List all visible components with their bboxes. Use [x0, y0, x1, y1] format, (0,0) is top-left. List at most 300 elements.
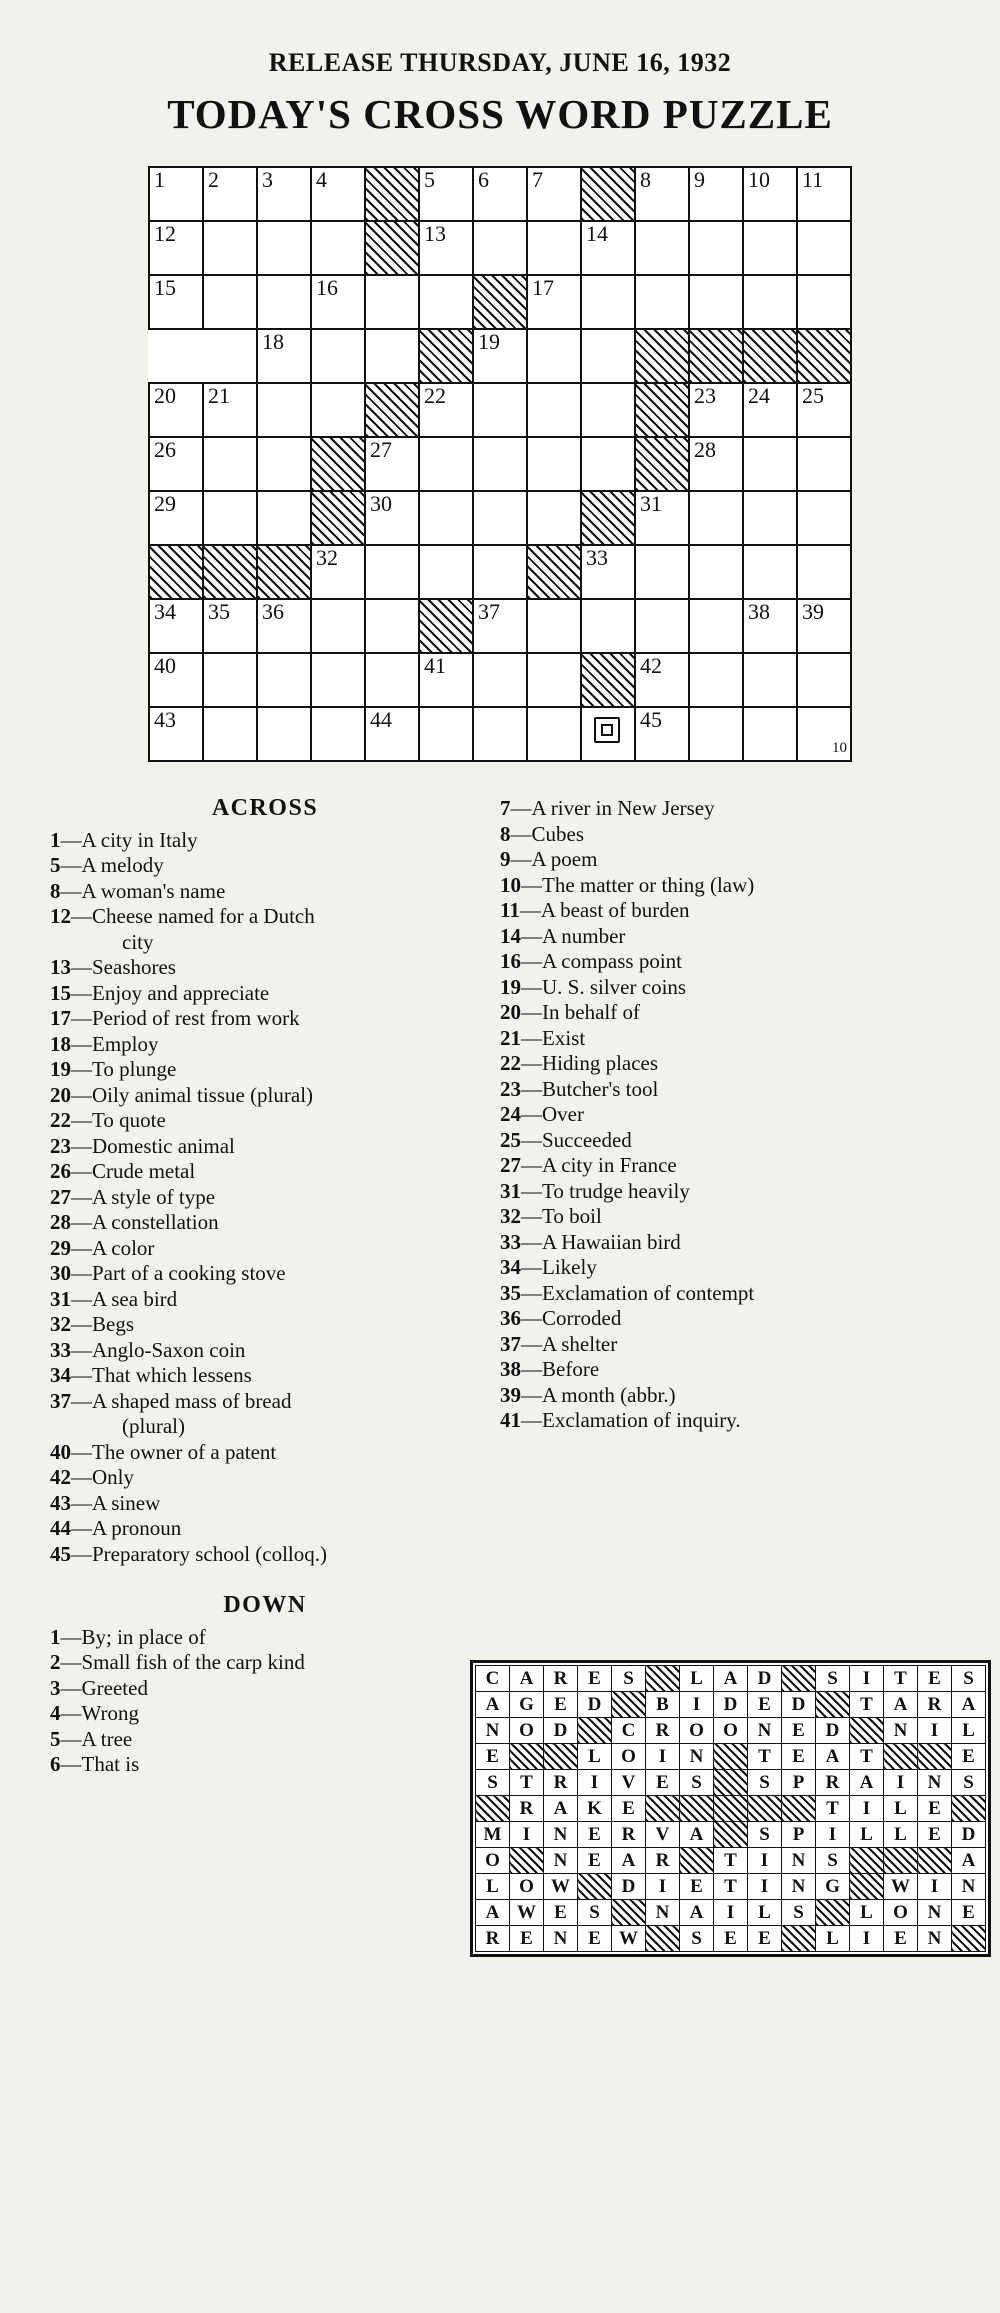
clue-number: 38: [500, 1357, 521, 1381]
grid-cell-empty[interactable]: [311, 221, 365, 275]
clue-number: 8: [50, 878, 61, 903]
clue-number: 18: [50, 1031, 71, 1056]
grid-cell-numbered[interactable]: [257, 329, 311, 383]
grid-cell-empty[interactable]: [527, 383, 581, 437]
solution-cell-blocked: [884, 1744, 918, 1770]
grid-cell-numbered[interactable]: [203, 167, 257, 221]
grid-cell-numbered[interactable]: [149, 437, 203, 491]
grid-cell-numbered[interactable]: [635, 491, 689, 545]
clue-number: 24: [500, 1102, 521, 1126]
grid-cell-empty[interactable]: [203, 275, 257, 329]
grid-cell-numbered[interactable]: [365, 707, 419, 761]
clue-number: 45: [50, 1541, 71, 1566]
down-clue-list-right: [500, 796, 960, 1434]
solution-cell: N: [884, 1718, 918, 1744]
grid-cell-numbered[interactable]: [149, 707, 203, 761]
grid-cell-number: 27: [370, 437, 392, 462]
grid-cell-numbered[interactable]: [257, 599, 311, 653]
grid-cell-number: 28: [694, 437, 716, 462]
solution-cell: L: [816, 1926, 850, 1952]
clue-item: [500, 847, 960, 873]
grid-cell-numbered[interactable]: [635, 653, 689, 707]
clue-item: [50, 1625, 470, 1651]
grid-cell-empty[interactable]: [581, 599, 635, 653]
clue-item: [50, 1650, 470, 1676]
grid-cell-corner[interactable]: [797, 707, 851, 761]
solution-cell: I: [850, 1666, 884, 1692]
grid-cell-empty[interactable]: [581, 437, 635, 491]
grid-cell-numbered[interactable]: [203, 383, 257, 437]
solution-row: [476, 1900, 986, 1926]
clue-item: [50, 955, 470, 981]
grid-cell-empty[interactable]: [311, 383, 365, 437]
grid-cell-numbered[interactable]: [743, 599, 797, 653]
grid-cell-empty[interactable]: [581, 329, 635, 383]
clue-number: 39: [500, 1382, 521, 1407]
clue-number: 27: [50, 1184, 71, 1209]
page-title: TODAY'S CROSS WORD PUZZLE: [167, 91, 833, 137]
grid-cell-blocked: [581, 167, 635, 221]
solution-cell: I: [714, 1900, 748, 1926]
clue-number: 41: [500, 1408, 521, 1432]
grid-cell-empty[interactable]: [527, 599, 581, 653]
grid-cell-empty[interactable]: [473, 653, 527, 707]
solution-row: [476, 1926, 986, 1952]
clue-item: [50, 1032, 470, 1058]
clue-number: 26: [50, 1159, 71, 1183]
clue-item: [50, 981, 470, 1007]
grid-cell-number: 24: [748, 383, 770, 408]
grid-cell-numbered[interactable]: [365, 437, 419, 491]
release-date: RELEASE THURSDAY, JUNE 16, 1932: [268, 48, 732, 77]
grid-cell-empty[interactable]: [797, 545, 851, 599]
grid-cell-empty[interactable]: [419, 707, 473, 761]
solution-cell-blocked: [816, 1692, 850, 1718]
grid-cell-empty[interactable]: [581, 383, 635, 437]
clue-text: —Domestic animal: [71, 1133, 235, 1158]
grid-cell-empty[interactable]: [527, 707, 581, 761]
grid-cell-empty[interactable]: [797, 653, 851, 707]
grid-cell-numbered[interactable]: [527, 167, 581, 221]
solution-cell-blocked: [714, 1796, 748, 1822]
grid-cell-number: 37: [478, 599, 500, 624]
solution-cell: A: [680, 1900, 714, 1926]
grid-cell-number: 22: [424, 383, 446, 408]
solution-cell: A: [952, 1848, 986, 1874]
solution-cell: R: [612, 1822, 646, 1848]
grid-cell-numbered[interactable]: [473, 599, 527, 653]
grid-cell-empty[interactable]: [257, 221, 311, 275]
grid-cell-empty[interactable]: [311, 329, 365, 383]
grid-cell-empty[interactable]: [257, 491, 311, 545]
solution-cell: S: [680, 1926, 714, 1952]
grid-cell-number: 5: [424, 167, 435, 192]
grid-cell-empty[interactable]: [203, 437, 257, 491]
clue-item: [500, 949, 960, 975]
grid-cell-empty[interactable]: [689, 599, 743, 653]
grid-cell-numbered[interactable]: [635, 707, 689, 761]
grid-cell-empty[interactable]: [257, 653, 311, 707]
solution-cell: I: [748, 1874, 782, 1900]
grid-cell-numbered[interactable]: [149, 653, 203, 707]
clue-item: [50, 1057, 470, 1083]
grid-cell-empty[interactable]: [257, 707, 311, 761]
grid-cell-numbered[interactable]: [743, 167, 797, 221]
grid-cell-numbered[interactable]: [149, 491, 203, 545]
solution-cell: B: [646, 1692, 680, 1718]
solution-cell: S: [816, 1848, 850, 1874]
grid-cell-empty[interactable]: [473, 437, 527, 491]
clue-text: —Anglo-Saxon coin: [71, 1337, 246, 1362]
grid-cell-numbered[interactable]: [581, 221, 635, 275]
grid-cell-empty[interactable]: [581, 275, 635, 329]
clue-item: [500, 1383, 960, 1409]
solution-cell: I: [850, 1926, 884, 1952]
grid-cell-empty[interactable]: [419, 491, 473, 545]
solution-cell: I: [646, 1744, 680, 1770]
grid-cell-empty[interactable]: [743, 707, 797, 761]
grid-cell-empty[interactable]: [743, 653, 797, 707]
clue-text: —Wrong: [60, 1701, 139, 1725]
clue-item: [50, 1185, 470, 1211]
clue-text-continued: (plural): [122, 1414, 185, 1438]
solution-cell: I: [510, 1822, 544, 1848]
grid-cell-empty[interactable]: [527, 491, 581, 545]
grid-cell-numbered[interactable]: [311, 167, 365, 221]
solution-cell: N: [680, 1744, 714, 1770]
grid-cell-empty[interactable]: [257, 437, 311, 491]
grid-cell-empty[interactable]: [257, 275, 311, 329]
grid-cell-numbered[interactable]: [689, 383, 743, 437]
clue-text: —Cubes: [510, 821, 584, 846]
clue-number: 29: [50, 1235, 71, 1260]
clue-text: —Succeeded: [521, 1127, 632, 1152]
solution-cell: R: [816, 1770, 850, 1796]
clue-number: 28: [50, 1210, 71, 1234]
grid-cell-empty[interactable]: [743, 437, 797, 491]
solution-cell-blocked: [816, 1900, 850, 1926]
grid-cell-number: 36: [262, 599, 284, 624]
grid-cell-numbered[interactable]: [527, 275, 581, 329]
clue-item: [500, 1408, 960, 1434]
solution-cell: E: [714, 1926, 748, 1952]
clue-number: 19: [50, 1057, 71, 1081]
grid-cell-numbered[interactable]: [797, 383, 851, 437]
grid-cell-empty[interactable]: [365, 545, 419, 599]
crossword-grid[interactable]: [60, 166, 940, 762]
grid-cell-empty[interactable]: [689, 221, 743, 275]
solution-cell-blocked: [918, 1848, 952, 1874]
clue-number: 22: [500, 1051, 521, 1075]
solution-cell-blocked: [578, 1718, 612, 1744]
grid-cell-numbered[interactable]: [797, 167, 851, 221]
solution-cell: E: [918, 1796, 952, 1822]
solution-cell: O: [884, 1900, 918, 1926]
solution-cell: T: [510, 1770, 544, 1796]
solution-cell: D: [544, 1718, 578, 1744]
solution-cell: O: [476, 1848, 510, 1874]
grid-cell-empty[interactable]: [689, 491, 743, 545]
solution-cell-blocked: [850, 1718, 884, 1744]
grid-cell-empty[interactable]: [365, 653, 419, 707]
solution-cell-blocked: [850, 1848, 884, 1874]
solution-cell: I: [918, 1718, 952, 1744]
solution-cell: E: [476, 1744, 510, 1770]
solution-cell: R: [918, 1692, 952, 1718]
grid-cell-number: 23: [694, 383, 716, 408]
clues-left-column: [50, 796, 470, 1778]
grid-cell-empty[interactable]: [473, 707, 527, 761]
solution-cell: D: [612, 1874, 646, 1900]
grid-cell-empty[interactable]: [203, 221, 257, 275]
grid-cell-empty[interactable]: [473, 491, 527, 545]
solution-cell: I: [918, 1874, 952, 1900]
solution-cell: T: [714, 1848, 748, 1874]
grid-cell-empty[interactable]: [527, 437, 581, 491]
grid-cell-number: 17: [532, 275, 554, 300]
grid-cell-numbered[interactable]: [365, 491, 419, 545]
grid-cell-empty[interactable]: [635, 275, 689, 329]
crossword-grid-table[interactable]: [148, 166, 852, 762]
clue-text: —A month (abbr.): [521, 1382, 676, 1407]
solution-cell-blocked: [646, 1926, 680, 1952]
solution-cell: R: [544, 1770, 578, 1796]
grid-cell-empty[interactable]: [689, 707, 743, 761]
grid-cell-numbered[interactable]: [149, 221, 203, 275]
grid-cell-empty[interactable]: [365, 275, 419, 329]
grid-cell-numbered[interactable]: [689, 167, 743, 221]
grid-cell-numbered[interactable]: [149, 383, 203, 437]
clue-text: —A style of type: [71, 1184, 216, 1209]
grid-cell-numbered[interactable]: [419, 653, 473, 707]
grid-cell-empty[interactable]: [635, 221, 689, 275]
grid-row: [149, 167, 851, 221]
solution-cell: R: [646, 1718, 680, 1744]
grid-cell-number: 7: [532, 167, 543, 192]
clue-item: [50, 1542, 470, 1568]
solution-cell: P: [782, 1770, 816, 1796]
solution-cell: E: [544, 1900, 578, 1926]
grid-cell-empty[interactable]: [419, 275, 473, 329]
grid-cell-numbered[interactable]: [743, 383, 797, 437]
grid-cell-empty[interactable]: [311, 707, 365, 761]
grid-cell-empty[interactable]: [797, 275, 851, 329]
solution-cell: P: [782, 1822, 816, 1848]
grid-cell-empty[interactable]: [797, 221, 851, 275]
grid-cell-blocked: [635, 329, 689, 383]
clue-number: 12: [50, 904, 71, 928]
solution-cell-blocked: [714, 1744, 748, 1770]
grid-cell-blocked: [581, 491, 635, 545]
solution-cell: A: [816, 1744, 850, 1770]
grid-cell-numbered[interactable]: [149, 275, 203, 329]
grid-cell-empty[interactable]: [473, 221, 527, 275]
solution-cell: A: [612, 1848, 646, 1874]
solution-cell: A: [714, 1666, 748, 1692]
clue-item: [50, 1516, 470, 1542]
solution-table: [475, 1665, 986, 1952]
clue-item: [500, 873, 960, 899]
grid-cell-numbered[interactable]: [581, 545, 635, 599]
clue-number: 3: [50, 1675, 61, 1700]
solution-cell-blocked: [952, 1926, 986, 1952]
solution-row: [476, 1796, 986, 1822]
grid-cell-void: [149, 329, 203, 383]
clue-item: [500, 1179, 960, 1205]
grid-cell-number: 1: [154, 167, 165, 192]
solution-cell: K: [578, 1796, 612, 1822]
grid-cell-blocked: [689, 329, 743, 383]
clue-item: [500, 1230, 960, 1256]
solution-cell: L: [476, 1874, 510, 1900]
grid-cell-blocked: [203, 545, 257, 599]
grid-cell-numbered[interactable]: [419, 221, 473, 275]
solution-cell: T: [714, 1874, 748, 1900]
grid-cell-empty[interactable]: [527, 653, 581, 707]
grid-cell-numbered[interactable]: [797, 599, 851, 653]
grid-cell-numbered[interactable]: [473, 329, 527, 383]
grid-cell-empty[interactable]: [311, 653, 365, 707]
solution-cell: N: [918, 1900, 952, 1926]
grid-cell-empty[interactable]: [527, 329, 581, 383]
clue-item: [500, 796, 960, 822]
grid-cell-numbered[interactable]: [311, 545, 365, 599]
grid-row: [149, 437, 851, 491]
grid-cell-empty[interactable]: [797, 491, 851, 545]
grid-cell-empty[interactable]: [203, 491, 257, 545]
solution-cell-blocked: [748, 1796, 782, 1822]
grid-cell-numbered[interactable]: [311, 275, 365, 329]
grid-cell-number: 10: [748, 167, 770, 192]
solution-cell-blocked: [680, 1848, 714, 1874]
solution-cell: E: [952, 1900, 986, 1926]
grid-cell-numbered[interactable]: [203, 599, 257, 653]
grid-cell-numbered[interactable]: [257, 167, 311, 221]
grid-cell-empty[interactable]: [365, 599, 419, 653]
grid-cell-empty[interactable]: [365, 329, 419, 383]
grid-cell-empty[interactable]: [689, 653, 743, 707]
grid-cell-empty[interactable]: [797, 437, 851, 491]
clue-section: [30, 795, 970, 1776]
solution-cell: E: [918, 1666, 952, 1692]
grid-cell-numbered[interactable]: [473, 167, 527, 221]
grid-cell-empty[interactable]: [203, 707, 257, 761]
clue-text: —Employ: [71, 1031, 159, 1056]
clue-text: —In behalf of: [521, 1000, 640, 1024]
solution-cell: L: [680, 1666, 714, 1692]
solution-cell: E: [782, 1718, 816, 1744]
grid-cell-number: 44: [370, 707, 392, 732]
solution-cell: N: [918, 1770, 952, 1796]
clue-number: 13: [50, 955, 71, 979]
grid-cell-numbered[interactable]: [419, 383, 473, 437]
grid-cell-blocked: [581, 653, 635, 707]
grid-cell-empty[interactable]: [311, 599, 365, 653]
clue-text: —A Hawaiian bird: [521, 1229, 681, 1254]
clue-number: 23: [50, 1133, 71, 1158]
solution-cell-blocked: [612, 1692, 646, 1718]
grid-cell-empty[interactable]: [743, 275, 797, 329]
grid-cell-blocked: [473, 275, 527, 329]
clue-text: —Begs: [71, 1312, 134, 1336]
grid-cell-empty[interactable]: [743, 221, 797, 275]
grid-cell-empty[interactable]: [419, 545, 473, 599]
clue-text: —A sinew: [71, 1490, 161, 1515]
solution-cell: D: [782, 1692, 816, 1718]
clue-item: [500, 1128, 960, 1154]
clue-text: —A poem: [510, 847, 598, 871]
clue-text: —Butcher's tool: [521, 1076, 659, 1101]
clue-number: 5: [50, 853, 61, 877]
grid-cell-empty[interactable]: [473, 545, 527, 599]
clue-item: [50, 1159, 470, 1185]
grid-cell-empty[interactable]: [689, 545, 743, 599]
solution-cell-blocked: [646, 1666, 680, 1692]
grid-cell-empty[interactable]: [689, 275, 743, 329]
solution-cell: W: [884, 1874, 918, 1900]
grid-cell-empty[interactable]: [473, 383, 527, 437]
clue-text: —Preparatory school (colloq.): [71, 1541, 328, 1566]
grid-cell-numbered[interactable]: [149, 599, 203, 653]
solution-cell: L: [884, 1796, 918, 1822]
grid-cell-spiral[interactable]: [581, 707, 635, 761]
grid-cell-empty[interactable]: [527, 221, 581, 275]
clue-text: —A city in France: [521, 1153, 677, 1177]
solution-cell: M: [476, 1822, 510, 1848]
clue-number: 33: [50, 1337, 71, 1362]
clue-number: 21: [500, 1025, 521, 1050]
solution-cell: N: [782, 1874, 816, 1900]
grid-cell-numbered[interactable]: [149, 167, 203, 221]
grid-cell-empty[interactable]: [203, 653, 257, 707]
clue-item: [50, 1338, 470, 1364]
solution-cell-blocked: [612, 1900, 646, 1926]
grid-cell-number: 2: [208, 167, 219, 192]
clue-number: 9: [500, 847, 511, 871]
grid-cell-number: 20: [154, 383, 176, 408]
grid-cell-numbered[interactable]: [689, 437, 743, 491]
clue-item: [50, 904, 470, 955]
grid-cell-number: 12: [154, 221, 176, 246]
solution-cell: E: [612, 1796, 646, 1822]
solution-cell: A: [884, 1692, 918, 1718]
grid-cell-empty[interactable]: [635, 545, 689, 599]
grid-cell-numbered[interactable]: [419, 167, 473, 221]
clue-number: 36: [500, 1306, 521, 1330]
grid-cell-blocked: [311, 491, 365, 545]
grid-cell-empty[interactable]: [743, 491, 797, 545]
clue-text-continued: city: [122, 929, 154, 954]
clue-item: [50, 1389, 470, 1440]
grid-cell-blocked: [365, 221, 419, 275]
solution-row: [476, 1718, 986, 1744]
grid-cell-numbered[interactable]: [635, 167, 689, 221]
clue-item: [50, 1312, 470, 1338]
solution-cell: D: [952, 1822, 986, 1848]
solution-cell-blocked: [884, 1848, 918, 1874]
solution-cell: D: [816, 1718, 850, 1744]
solution-cell: D: [748, 1666, 782, 1692]
grid-cell-empty[interactable]: [743, 545, 797, 599]
grid-cell-empty[interactable]: [419, 437, 473, 491]
clue-number: 34: [500, 1255, 521, 1279]
across-heading: ACROSS: [211, 795, 319, 821]
grid-cell-empty[interactable]: [635, 599, 689, 653]
solution-cell: E: [510, 1926, 544, 1952]
solution-cell: I: [646, 1874, 680, 1900]
grid-cell-empty[interactable]: [257, 383, 311, 437]
grid-cell-blocked: [743, 329, 797, 383]
